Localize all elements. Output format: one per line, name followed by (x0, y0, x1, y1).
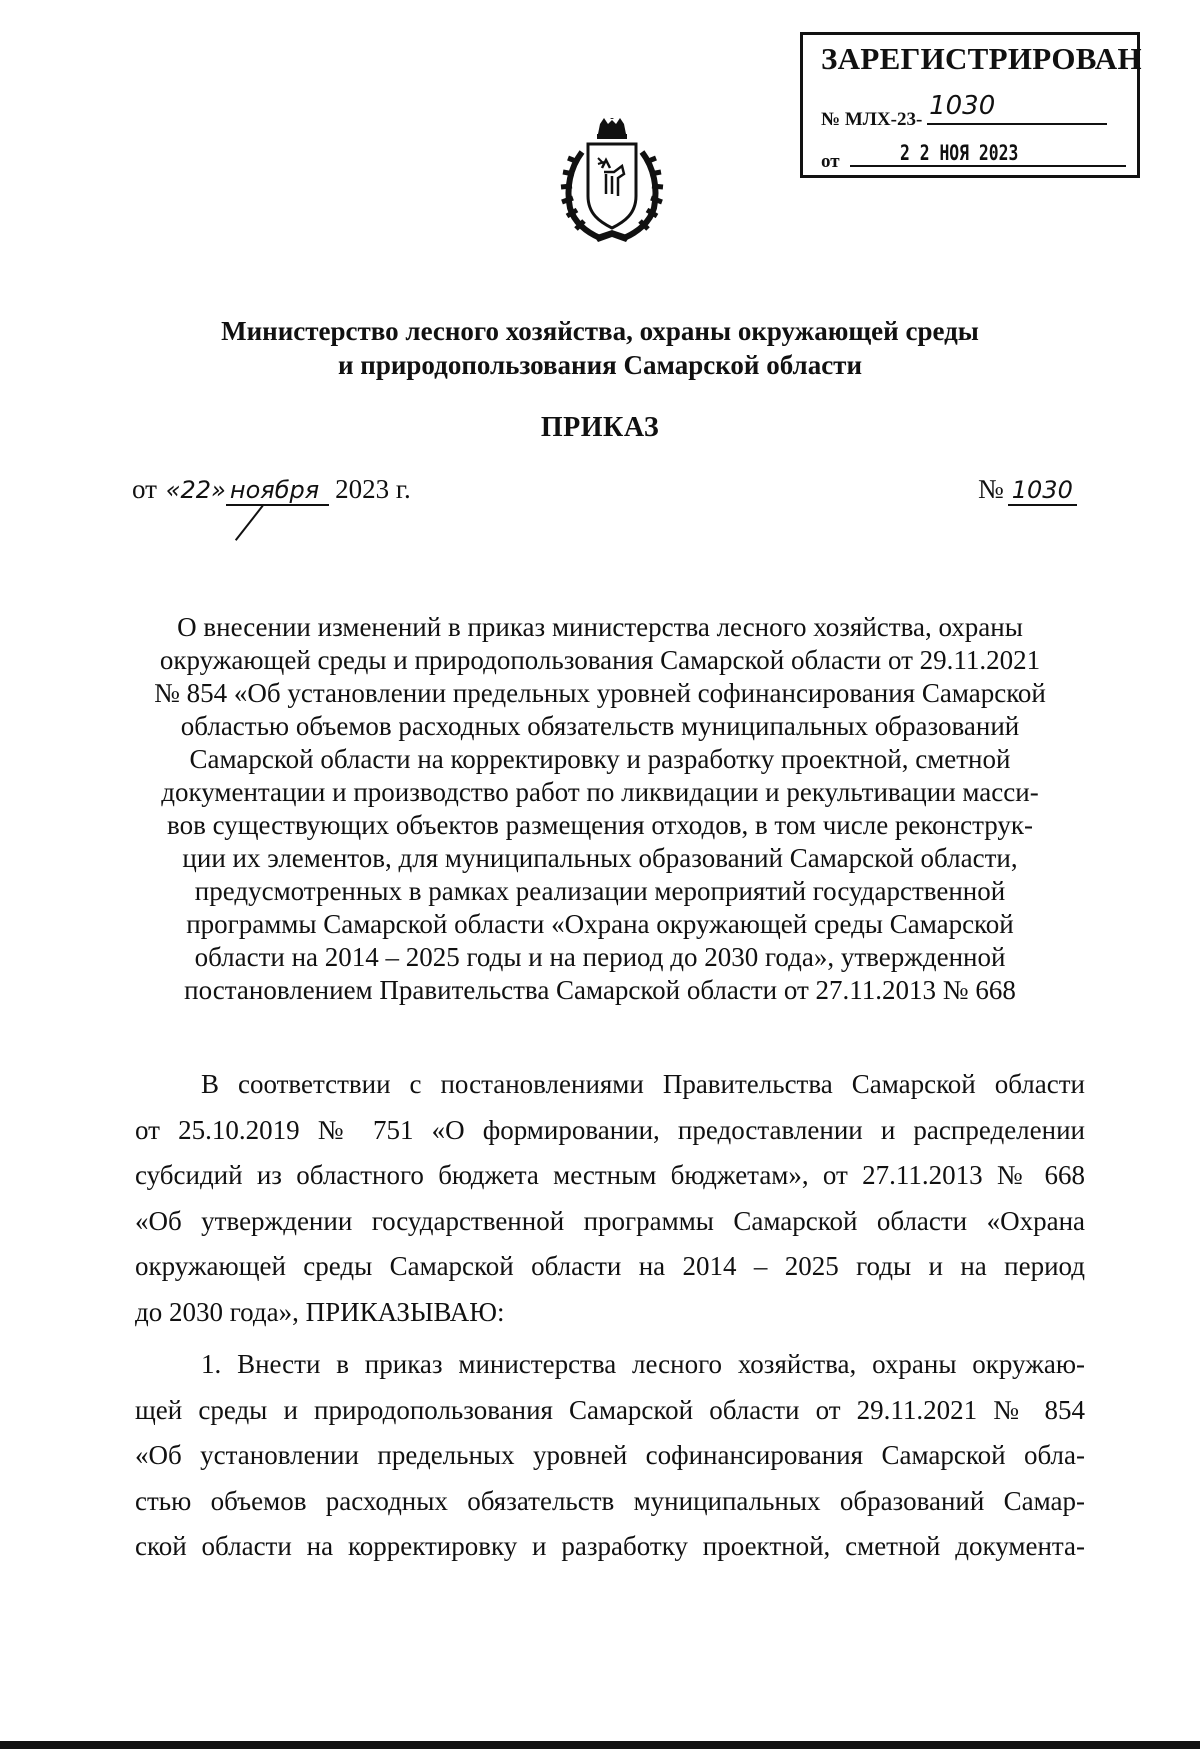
subject-line: № 854 «Об установлении предельных уровней софинансирования Самарской (154, 678, 1046, 708)
scan-edge-rule (0, 1741, 1200, 1749)
ministry-name-line1: Министерство лесного хозяйства, охраны окружающей среды (221, 316, 979, 346)
subject-line: областью объемов расходных обязательств муниципальных образований (180, 711, 1020, 741)
ministry-name-line2: и природопользования Самарской области (337, 350, 863, 380)
registration-stamp (800, 32, 1140, 178)
stamp-number-handwritten: 1030 (929, 91, 996, 121)
stamp-title: ЗАРЕГИСТРИРОВАН (821, 41, 1142, 76)
body-line: до 2030 года», ПРИКАЗЫВАЮ: (135, 1296, 505, 1327)
body-line: окружающей среды Самарской области на 2014 – 2025 годы и на период (135, 1251, 1085, 1281)
body-line: ской области на корректировку и разработку проектной, сметной документа- (135, 1531, 1085, 1561)
stamp-number-field (927, 91, 1107, 125)
subject-line: О внесении изменений в приказ министерства лесного хозяйства, охраны (177, 612, 1023, 642)
order-date-day-handwritten: «22» (165, 476, 226, 504)
body-line: 1. Внести в приказ министерства лесного хозяйства, охраны окружаю- (201, 1349, 1085, 1379)
samara-coat-of-arms-icon (548, 118, 676, 246)
stamp-number-prefix: № МЛХ-23- (821, 109, 923, 130)
handwriting-stroke (235, 505, 264, 541)
order-date (132, 474, 411, 506)
subject-line: документации и производство работ по ликвидации и рекультивации масси- (161, 777, 1039, 807)
subject-line: программы Самарской области «Охрана окружающей среды Самарской (186, 909, 1014, 939)
stamp-date-row (821, 139, 1126, 173)
document-type-title: ПРИКАЗ (540, 412, 660, 443)
subject-line: области на 2014 – 2025 годы и на период до 2030 года», утвержденной (194, 942, 1006, 972)
body-line: «Об установлении предельных уровней софинансирования Самарской обла- (135, 1440, 1085, 1470)
body-line: В соответствии с постановлениями Правительства Самарской области (201, 1069, 1085, 1099)
subject-line: вов существующих объектов размещения отходов, в том числе реконструк- (167, 810, 1033, 840)
body-paragraph-preamble (135, 1062, 1085, 1335)
body-line: стью объемов расходных обязательств муниципальных образований Самар- (135, 1485, 1085, 1516)
stamp-date-value: 2 2 НОЯ 2023 (900, 141, 1019, 165)
subject-line: предусмотренных в рамках реализации мероприятий государственной (194, 876, 1006, 906)
subject-line: Самарской области на корректировку и разработку проектной, сметной (189, 744, 1011, 774)
body-line: от 25.10.2019 № 751 «О формировании, предоставлении и распределении (135, 1114, 1085, 1145)
subject-line: окружающей среды и природопользования Самарской области от 29.11.2021 (159, 645, 1041, 675)
order-number-prefix: № (978, 474, 1004, 504)
subject-line: ции их элементов, для муниципальных образований Самарской области, (182, 843, 1018, 873)
body-line: субсидий из областного бюджета местным бюджетам», от 27.11.2013 № 668 (135, 1160, 1085, 1190)
order-number (978, 474, 1077, 506)
body-line: «Об утверждении государственной программы Самарской области «Охрана (135, 1205, 1085, 1236)
order-date-year: 2023 г. (335, 474, 411, 504)
stamp-date-field (850, 139, 1126, 167)
body-paragraph-item-1 (135, 1342, 1085, 1570)
subject-line: постановлением Правительства Самарской области от 27.11.2013 № 668 (184, 975, 1016, 1005)
body-line: щей среды и природопользования Самарской области от 29.11.2021 № 854 (135, 1394, 1085, 1425)
order-date-prefix: от (132, 474, 157, 504)
order-subject (120, 611, 1080, 1007)
order-number-handwritten: 1030 (1008, 476, 1077, 506)
stamp-date-prefix: от (821, 151, 840, 172)
stamp-number-row (821, 91, 1107, 131)
order-date-month-handwritten: ноября (226, 476, 329, 506)
order-body (135, 1062, 1085, 1570)
